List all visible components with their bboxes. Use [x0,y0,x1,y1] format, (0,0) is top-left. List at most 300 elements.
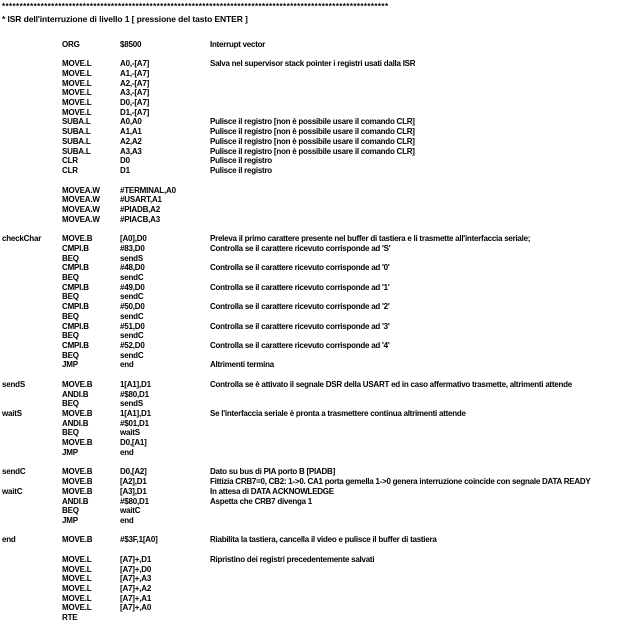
code-operands [120,224,210,234]
code-operands [120,458,210,468]
code-operands: [A7]+,D0 [120,564,152,574]
code-label [2,108,62,118]
code-line [2,341,642,351]
code-label: sendS [2,379,26,389]
code-label [2,40,62,50]
code-label [2,555,62,565]
code-comment [210,506,642,516]
code-mnemonic: ANDI.B [62,418,89,428]
code-operands: end [120,360,134,370]
code-line [2,79,642,89]
code-operands [120,526,210,536]
code-comment [210,526,642,536]
code-operands: 1[A1],D1 [120,379,151,389]
code-operands: #PIACB,A3 [120,214,160,224]
code-mnemonic: MOVEA.W [62,204,100,214]
code-operands [120,370,210,380]
code-label: checkChar [2,234,42,244]
code-label [2,370,62,380]
code-mnemonic: CLR [62,156,78,166]
code-comment: Controlla se il carattere ricevuto corrisponde ad '1' [210,282,390,292]
code-label: waitS [2,409,22,419]
code-line [2,428,642,438]
code-operands: #52,D0 [120,341,145,350]
code-label [2,156,62,166]
code-label [2,166,62,176]
code-comment [210,205,642,215]
code-label [2,438,62,448]
code-comment [210,438,642,448]
code-comment [210,186,642,196]
code-operands: #TERMINAL,A0 [120,185,176,195]
code-mnemonic: MOVE.B [62,535,93,545]
code-comment: Controlla se il carattere ricevuto corrisponde ad '0' [210,263,390,273]
code-operands: #PIADB,A2 [120,204,160,214]
code-mnemonic [62,49,120,59]
code-label [2,390,62,400]
code-label [2,594,62,604]
code-comment [210,108,642,118]
code-comment [210,351,642,361]
code-operands: A1,A1 [120,127,142,137]
code-mnemonic: SUBA.L [62,136,91,146]
code-comment: In attesa di DATA ACKNOWLEDGE [210,486,334,496]
code-label [2,419,62,429]
code-mnemonic: CMPI.B [62,341,89,350]
code-comment: Interrupt vector [210,39,266,49]
code-operands [120,30,210,40]
code-label [2,49,62,59]
code-label [2,127,62,137]
code-comment: Dato su bus di PIA porto B [PIADB] [210,467,335,477]
code-mnemonic: MOVEA.W [62,195,100,205]
code-line [2,273,642,283]
code-mnemonic: MOVE.B [62,477,93,487]
code-lines [2,30,642,623]
code-operands: A3,A3 [120,146,142,156]
code-mnemonic: BEQ [62,350,79,360]
code-mnemonic: MOVE.B [62,379,93,389]
code-line [2,302,642,312]
code-line [2,312,642,322]
code-comment [210,603,642,613]
code-operands: #51,D0 [120,321,145,331]
code-operands: D0 [120,156,130,166]
code-label [2,98,62,108]
code-comment: Fittizia CRB7=0, CB2: 1->0. CA1 porta gemella 1->0 genera interruzione coincide con segnale DATA READY [210,477,591,487]
code-line [2,594,642,604]
code-line [2,458,642,468]
code-operands: #USART,A1 [120,195,162,205]
code-label [2,516,62,526]
code-label [2,205,62,215]
code-line [2,98,642,108]
code-comment: Preleva il primo carattere presente nel buffer di tastiera e li trasmette all'interfaccia seriale; [210,234,531,244]
code-mnemonic: MOVE.L [62,564,92,574]
code-line [2,565,642,575]
code-operands: A2,A2 [120,136,142,146]
code-mnemonic: MOVE.L [62,593,92,603]
code-label [2,117,62,127]
code-line [2,127,642,137]
code-comment: Aspetta che CRB7 divenga 1 [210,496,312,506]
code-comment: Pulisce il registro [non è possibile usare il comando CLR] [210,136,415,146]
code-mnemonic: MOVE.L [62,603,92,613]
code-mnemonic: CMPI.B [62,263,89,273]
listing-title: * ISR dell'interruzione di livello 1 [ pressione del tasto ENTER ] [2,14,248,24]
code-comment [210,292,642,302]
code-mnemonic: MOVE.L [62,88,92,98]
code-mnemonic: BEQ [62,331,79,341]
code-line [2,69,642,79]
code-comment [210,88,642,98]
code-operands: #$01,D1 [120,418,149,428]
code-label [2,584,62,594]
code-line [2,526,642,536]
code-comment [210,49,642,59]
code-operands: [A7]+,D1 [120,554,152,564]
code-label [2,186,62,196]
code-comment: Controlla se è attivato il segnale DSR della USART ed in caso affermativo trasmette, altrimenti attende [210,379,572,389]
code-mnemonic: BEQ [62,428,79,438]
code-label [2,477,62,487]
code-mnemonic: JMP [62,515,78,525]
code-comment [210,516,642,526]
code-operands: sendS [120,399,144,409]
code-comment: Controlla se il carattere ricevuto corrisponde ad '4' [210,341,390,350]
code-operands: waitC [120,506,141,516]
code-comment [210,69,642,79]
code-comment [210,458,642,468]
code-label [2,351,62,361]
code-label [2,69,62,79]
code-mnemonic: SUBA.L [62,127,91,137]
code-operands: #83,D0 [120,243,145,253]
code-mnemonic: MOVE.B [62,234,93,244]
code-line [2,380,642,390]
code-label [2,448,62,458]
code-comment: Riabilita la tastiera, cancella il video e pulisce il buffer di tastiera [210,535,437,545]
code-operands: 1[A1],D1 [120,409,151,419]
code-operands: $8500 [120,39,142,49]
code-operands: D0,[A1] [120,438,147,448]
code-mnemonic [62,176,120,186]
code-line [2,545,642,555]
code-label [2,302,62,312]
code-label [2,147,62,157]
code-label: end [2,535,16,545]
code-comment [210,370,642,380]
code-label [2,215,62,225]
code-mnemonic: MOVE.L [62,574,92,584]
code-comment [210,273,642,283]
code-comment [210,584,642,594]
code-line [2,574,642,584]
code-comment [210,613,642,623]
code-label [2,312,62,322]
code-operands: sendS [120,253,144,263]
code-operands: #49,D0 [120,282,145,292]
code-label [2,545,62,555]
code-operands: A2,-[A7] [120,78,150,88]
code-label [2,341,62,351]
code-line [2,322,642,332]
code-comment [210,448,642,458]
code-line [2,254,642,264]
code-comment [210,98,642,108]
code-line [2,331,642,341]
code-line [2,263,642,273]
code-label [2,506,62,516]
code-comment [210,419,642,429]
code-operands: [A0],D0 [120,234,147,244]
code-line [2,438,642,448]
code-mnemonic: MOVE.L [62,59,92,69]
code-mnemonic: MOVE.L [62,583,92,593]
code-label: sendC [2,467,26,477]
code-operands [120,613,210,623]
code-line [2,147,642,157]
code-comment: Pulisce il registro [210,156,272,166]
code-operands [120,49,210,59]
code-comment [210,176,642,186]
code-label [2,176,62,186]
code-line [2,49,642,59]
code-label [2,360,62,370]
code-line [2,195,642,205]
code-line [2,467,642,477]
code-operands: #$80,D1 [120,496,149,506]
code-mnemonic: MOVE.L [62,68,92,78]
code-line [2,448,642,458]
code-line [2,613,642,623]
code-mnemonic [62,545,120,555]
code-label [2,263,62,273]
code-operands: A1,-[A7] [120,68,150,78]
code-comment: Pulisce il registro [non è possibile usare il comando CLR] [210,127,415,137]
code-line [2,487,642,497]
code-operands: [A7]+,A2 [120,583,152,593]
code-label [2,613,62,623]
code-comment [210,331,642,341]
code-line [2,166,642,176]
code-mnemonic: MOVE.L [62,554,92,564]
code-mnemonic: CLR [62,166,78,176]
code-operands: sendC [120,331,144,341]
code-line [2,603,642,613]
code-line [2,176,642,186]
code-label [2,195,62,205]
code-mnemonic: JMP [62,360,78,370]
code-comment [210,428,642,438]
code-label [2,244,62,254]
code-operands: sendC [120,350,144,360]
code-operands: [A7]+,A1 [120,593,152,603]
code-label [2,88,62,98]
code-line [2,497,642,507]
code-label [2,273,62,283]
code-mnemonic: MOVE.L [62,98,92,108]
code-line [2,88,642,98]
code-mnemonic: MOVEA.W [62,214,100,224]
code-mnemonic: BEQ [62,311,79,321]
code-label [2,331,62,341]
code-line [2,555,642,565]
comment-separator-line: ************************************************************************************************************** [2,2,389,11]
code-operands [120,545,210,555]
code-comment [210,399,642,409]
code-line [2,186,642,196]
code-operands: #$80,D1 [120,389,149,399]
code-label [2,565,62,575]
code-comment: Pulisce il registro [non è possibile usare il comando CLR] [210,146,415,156]
code-mnemonic: MOVE.B [62,467,93,477]
code-mnemonic [62,224,120,234]
code-line [2,283,642,293]
code-line [2,292,642,302]
code-line [2,370,642,380]
code-operands: [A2],D1 [120,477,147,487]
code-line [2,584,642,594]
code-label [2,79,62,89]
code-label [2,322,62,332]
code-line [2,399,642,409]
code-line [2,516,642,526]
code-line [2,419,642,429]
code-comment [210,215,642,225]
code-line [2,117,642,127]
code-operands: D0,-[A7] [120,98,150,108]
code-mnemonic [62,458,120,468]
code-label [2,283,62,293]
code-mnemonic: SUBA.L [62,117,91,127]
code-operands: [A7]+,A0 [120,603,152,613]
code-label [2,428,62,438]
code-operands: D1 [120,166,130,176]
code-operands: A3,-[A7] [120,88,150,98]
code-comment: Altrimenti termina [210,360,274,370]
code-label [2,603,62,613]
code-label [2,458,62,468]
code-mnemonic: MOVE.B [62,438,93,448]
code-operands: sendC [120,292,144,302]
code-line [2,205,642,215]
code-line [2,108,642,118]
code-line [2,40,642,50]
code-mnemonic: CMPI.B [62,282,89,292]
code-line [2,351,642,361]
code-line [2,156,642,166]
code-mnemonic: RTE [62,613,78,623]
code-label [2,30,62,40]
code-comment [210,195,642,205]
code-comment [210,30,642,40]
code-comment [210,224,642,234]
code-label [2,497,62,507]
code-operands: end [120,447,134,457]
code-comment: Ripristino dei registri precedentemente salvati [210,554,375,564]
code-mnemonic: BEQ [62,272,79,282]
code-comment: Controlla se il carattere ricevuto corrisponde ad '2' [210,302,390,312]
code-comment [210,312,642,322]
code-mnemonic: CMPI.B [62,302,89,312]
code-line [2,390,642,400]
code-mnemonic: MOVE.L [62,107,92,117]
code-mnemonic: MOVE.L [62,78,92,88]
code-mnemonic: BEQ [62,292,79,302]
code-operands: sendC [120,272,144,282]
code-mnemonic [62,526,120,536]
code-line [2,30,642,40]
code-operands: sendC [120,311,144,321]
code-label [2,254,62,264]
code-mnemonic: BEQ [62,506,79,516]
code-operands: #$3F,1[A0] [120,535,158,545]
code-comment: Controlla se il carattere ricevuto corrisponde ad 'S' [210,243,391,253]
code-mnemonic: ANDI.B [62,389,89,399]
code-comment [210,594,642,604]
code-operands: #48,D0 [120,263,145,273]
code-operands: #50,D0 [120,302,145,312]
code-line [2,477,642,487]
code-line [2,224,642,234]
code-comment: Controlla se il carattere ricevuto corrisponde ad '3' [210,321,390,331]
code-label [2,292,62,302]
code-mnemonic: ORG [62,39,80,49]
code-operands: A0,A0 [120,117,142,127]
code-mnemonic: BEQ [62,399,79,409]
code-mnemonic: JMP [62,447,78,457]
code-operands [120,176,210,186]
code-label [2,574,62,584]
code-mnemonic: SUBA.L [62,146,91,156]
code-operands: end [120,515,134,525]
code-label: waitC [2,486,23,496]
code-operands: D1,-[A7] [120,107,150,117]
code-mnemonic: CMPI.B [62,321,89,331]
code-operands: [A7]+,A3 [120,574,152,584]
code-line [2,506,642,516]
code-mnemonic: BEQ [62,253,79,263]
code-line [2,215,642,225]
code-line [2,234,642,244]
code-comment: Se l'interfaccia seriale è pronta a trasmettere continua altrimenti attende [210,409,466,419]
code-mnemonic [62,30,120,40]
code-mnemonic: ANDI.B [62,496,89,506]
code-line [2,409,642,419]
code-mnemonic: MOVE.B [62,409,93,419]
code-comment [210,565,642,575]
code-label [2,224,62,234]
code-comment [210,390,642,400]
code-comment [210,254,642,264]
code-operands: A0,-[A7] [120,59,150,69]
code-label [2,59,62,69]
code-comment [210,79,642,89]
code-comment [210,574,642,584]
code-mnemonic: MOVEA.W [62,185,100,195]
code-comment: Salva nel supervisor stack pointer i registri usati dalla ISR [210,59,416,69]
code-line [2,535,642,545]
code-operands: waitS [120,428,140,438]
code-line [2,360,642,370]
code-label [2,399,62,409]
code-mnemonic: MOVE.B [62,486,93,496]
code-mnemonic [62,370,120,380]
code-operands: D0,[A2] [120,467,147,477]
code-comment: Pulisce il registro [non è possibile usare il comando CLR] [210,117,415,127]
code-line [2,59,642,69]
